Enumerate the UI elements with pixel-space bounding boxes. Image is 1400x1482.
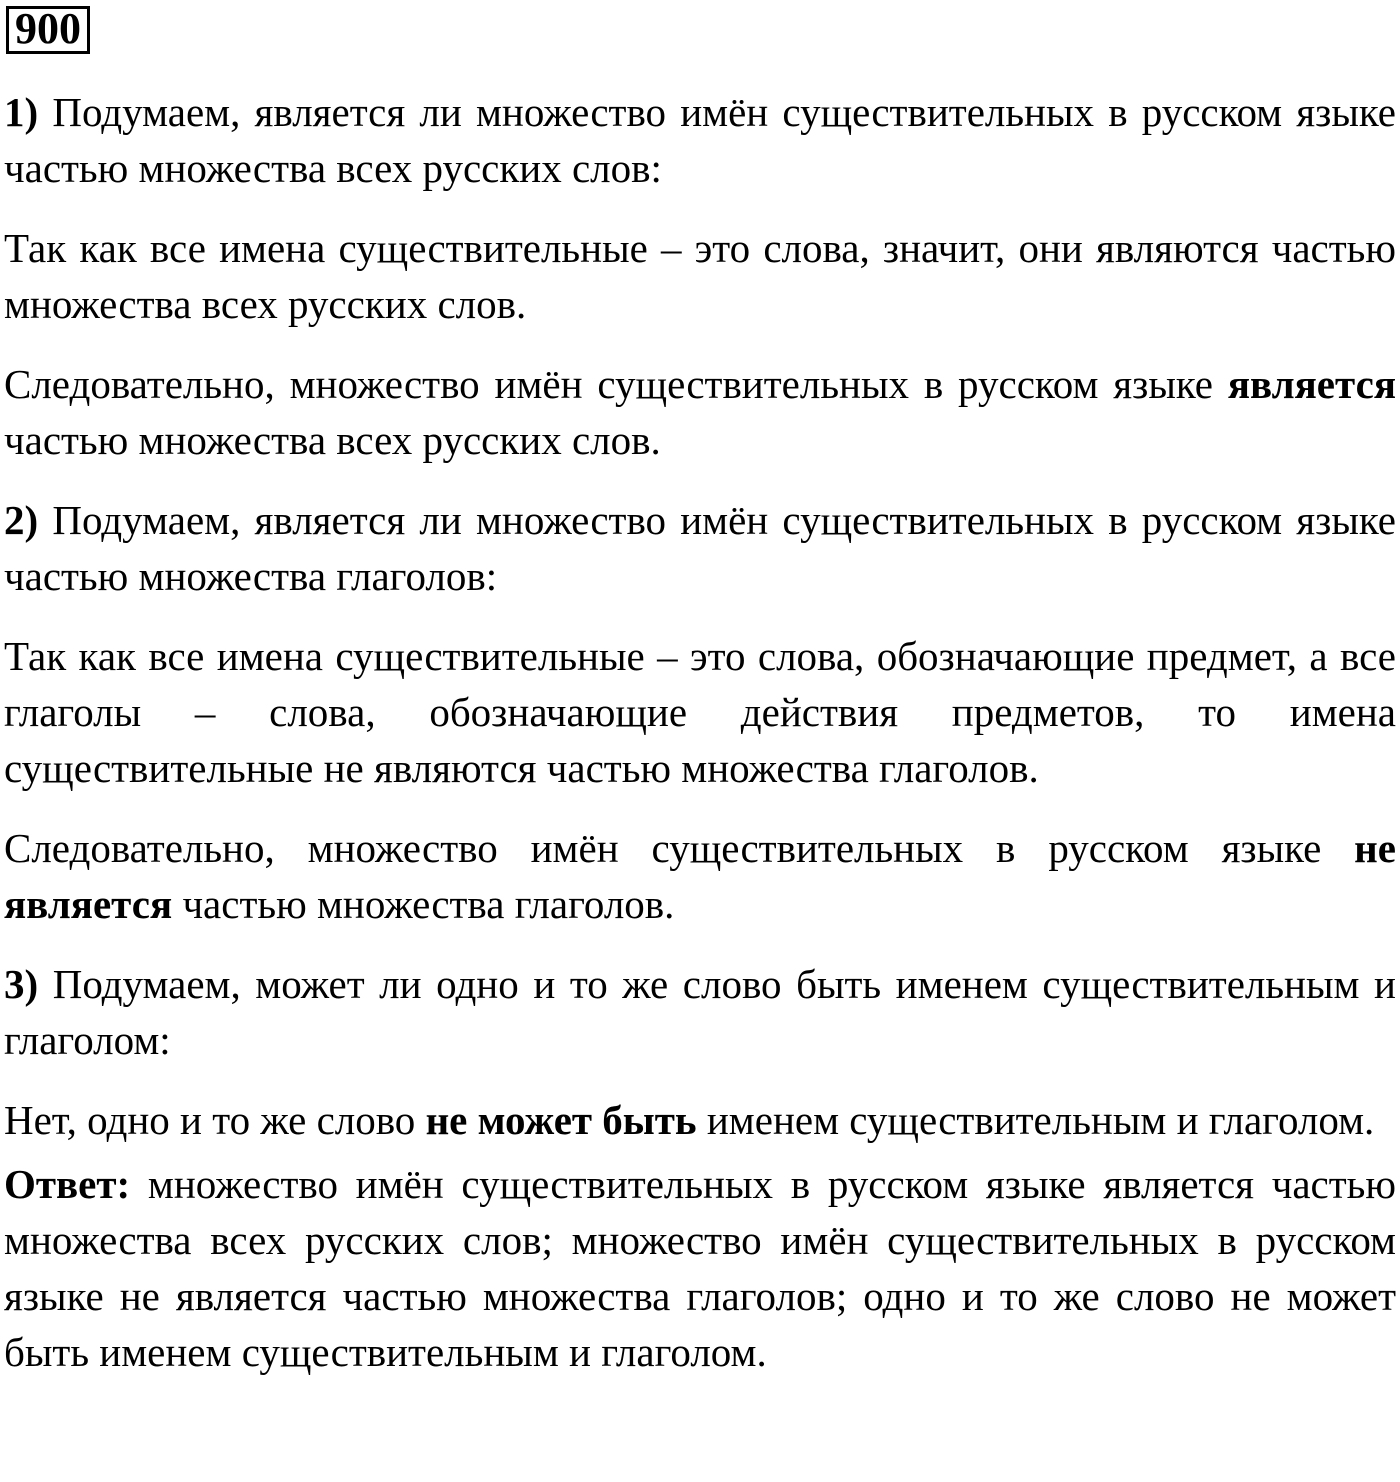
part2-reasoning: Так как все имена существительные – это слова, обозначающие предмет, а все глаголы – слова, обозначающие действия предметов, то имена существительные не являются частью множества глаголов.	[4, 633, 1396, 791]
part3-conclusion-post: именем существительным и глаголом.	[696, 1097, 1375, 1143]
part1-conclusion	[4, 356, 1396, 468]
part1-conclusion-bold: является	[1227, 361, 1396, 407]
part2-conclusion-post: частью множества глаголов.	[172, 881, 675, 927]
part2-question-text: Подумаем, является ли множество имён существительных в русском языке частью множества глаголов:	[4, 497, 1396, 599]
part2-conclusion-bold: не является	[4, 825, 1396, 927]
part2-conclusion-pre: Следовательно, множество имён существительных в русском языке	[4, 825, 1355, 871]
answer-label: Ответ:	[4, 1161, 131, 1207]
part2-conclusion	[4, 820, 1396, 932]
part3-conclusion-bold: не может быть	[425, 1097, 697, 1143]
answer-paragraph	[4, 1156, 1396, 1380]
part3-number: 3)	[4, 961, 39, 1007]
answer-text: множество имён существительных в русском языке является частью множества всех русских слов; множество имён существительных в русском языке не является частью множества глаголов; одно и то же слово не может быть именем существительным и глаголом.	[4, 1161, 1396, 1375]
part2-number: 2)	[4, 497, 39, 543]
task-number-box: 900	[6, 6, 90, 54]
part3-conclusion-pre: Нет, одно и то же слово	[4, 1097, 426, 1143]
part3-question	[4, 956, 1396, 1068]
solution-page	[4, 6, 1396, 1380]
part1-reasoning: Так как все имена существительные – это слова, значит, они являются частью множества всех русских слов.	[4, 225, 1396, 327]
part1-question-text: Подумаем, является ли множество имён существительных в русском языке частью множества всех русских слов:	[4, 89, 1396, 191]
part3-conclusion	[4, 1092, 1396, 1148]
part1-question	[4, 84, 1396, 196]
part1-conclusion-post: частью множества всех русских слов.	[4, 417, 661, 463]
part1-number: 1)	[4, 89, 39, 135]
part2-question	[4, 492, 1396, 604]
part1-conclusion-pre: Следовательно, множество имён существительных в русском языке	[4, 361, 1228, 407]
part3-question-text: Подумаем, может ли одно и то же слово быть именем существительным и глаголом:	[4, 961, 1396, 1063]
